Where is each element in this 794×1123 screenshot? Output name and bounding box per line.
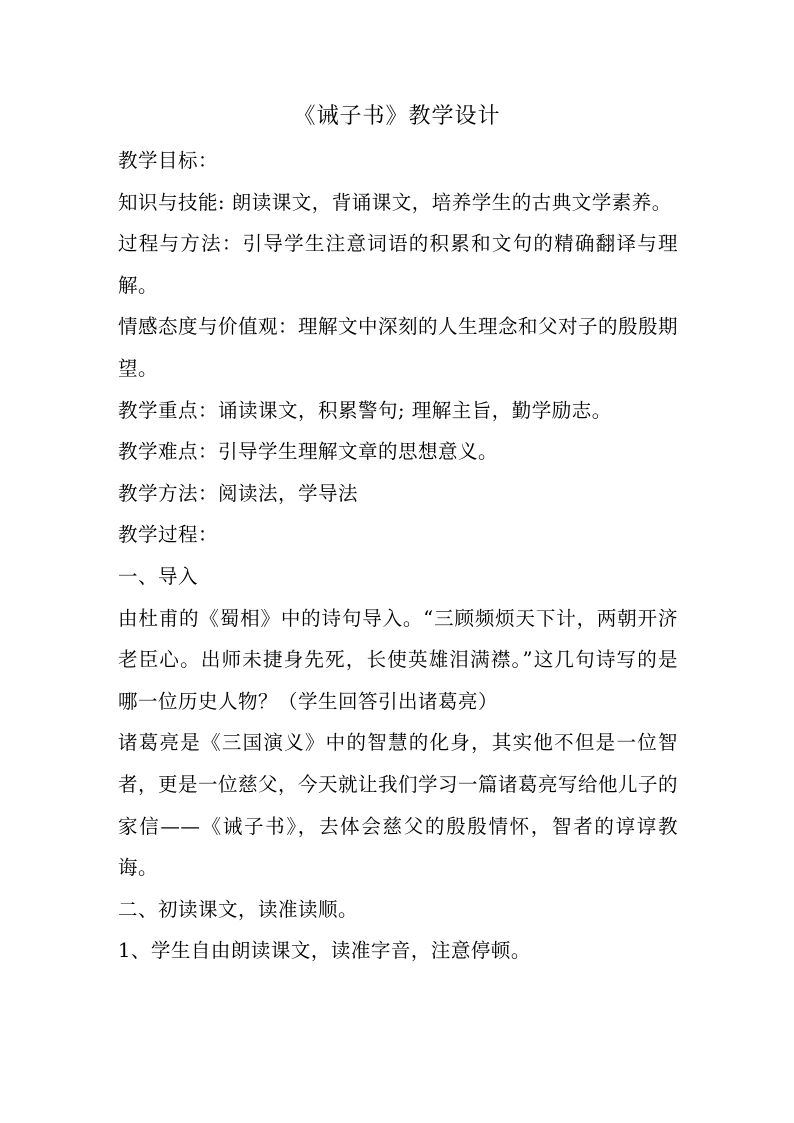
paragraph-emotion-values: 情感态度与价值观：理解文中深刻的人生理念和父对子的殷殷期望。 xyxy=(118,315,679,380)
paragraph-teaching-methods: 教学方法：阅读法，学导法 xyxy=(118,481,359,505)
section-heading-first-reading: 二、初读课文，读准读顺。 xyxy=(118,897,359,921)
paragraph-teaching-process: 教学过程： xyxy=(118,523,219,547)
paragraph-zhuge-liang: 诸葛亮是《三国演义》中的智慧的化身，其实他不但是一位智者，更是一位慈父，今天就让我们学习一篇诸葛亮写给他儿子的家信——《诫子书》，去体会慈父的殷殷情怀，智者的谆谆教诲。 xyxy=(118,731,679,880)
document-body xyxy=(118,140,678,972)
section-heading-introduction: 一、导入 xyxy=(118,564,199,588)
paragraph-knowledge-skills: 知识与技能: 朗读课文，背诵课文，培养学生的古典文学素养。 xyxy=(118,190,672,214)
paragraph-process-methods: 过程与方法：引导学生注意词语的积累和文句的精确翻译与理解。 xyxy=(118,232,678,297)
list-item-free-reading: 1、学生自由朗读课文，读准字音，注意停顿。 xyxy=(118,939,531,963)
paragraph-difficulties: 教学难点：引导学生理解文章的思想意义。 xyxy=(118,440,499,464)
paragraph-teaching-objectives: 教学目标： xyxy=(118,149,219,172)
paragraph-key-points: 教学重点：诵读课文，积累警句; 理解主旨，勤学励志。 xyxy=(118,398,612,422)
paragraph-introduction-poem: 由杜甫的《蜀相》中的诗句导入。“三顾频烦天下计，两朝开济老臣心。出师未捷身先死，长使英雄泪满襟。”这几句诗写的是哪一位历史人物？（学生回答引出诸葛亮） xyxy=(118,606,678,713)
document-title: 《诫子书》教学设计 xyxy=(293,104,501,129)
